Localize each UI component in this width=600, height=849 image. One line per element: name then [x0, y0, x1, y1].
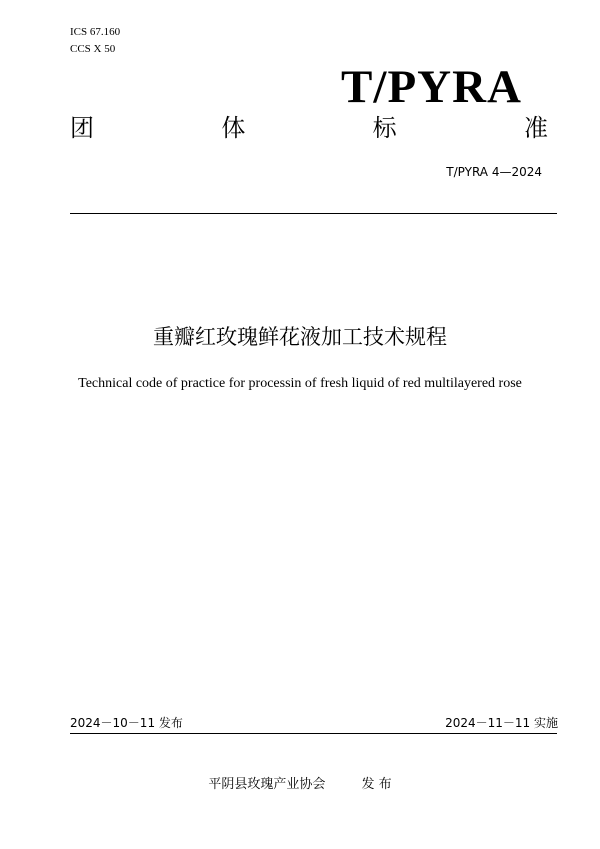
standard-type-char: 标 [372, 114, 397, 142]
publisher-action: 发 布 [361, 777, 392, 792]
implementation-date: 2024－11－11 实施 [445, 716, 558, 730]
publisher-line [0, 778, 600, 791]
ccs-code: CCS X 50 [70, 43, 116, 55]
standard-type-char: 体 [221, 114, 246, 142]
standard-type-heading [70, 116, 548, 140]
publisher-name: 平阴县玫瑰产业协会 [208, 777, 326, 792]
document-title-chinese: 重瓣红玫瑰鲜花液加工技术规程 [153, 325, 447, 349]
standard-number: T/PYRA 4—2024 [446, 165, 542, 179]
standard-type-char: 团 [70, 114, 94, 142]
standard-type-char: 准 [523, 114, 548, 142]
document-title-english: Technical code of practice for processin of fresh liquid of red multilayered rose [78, 376, 522, 391]
bottom-divider [70, 733, 557, 734]
issue-date: 2024－10－11 发布 [70, 716, 183, 730]
standard-brand-logo: T/PYRA [341, 61, 522, 113]
ics-code: ICS 67.160 [70, 26, 121, 38]
top-divider [70, 213, 557, 214]
